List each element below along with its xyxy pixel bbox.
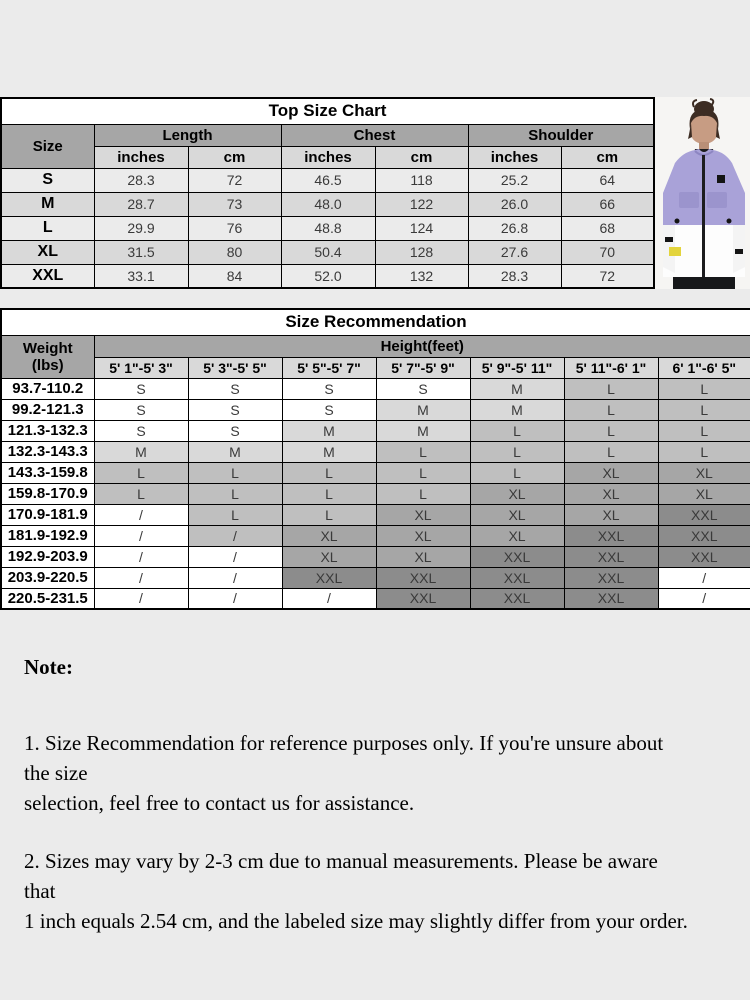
recommended-size-cell: XXL <box>564 546 658 567</box>
measurement-value: 26.8 <box>468 216 561 240</box>
weight-range-label: 143.3-159.8 <box>1 462 94 483</box>
size-label: L <box>1 216 94 240</box>
recommended-size-cell: M <box>470 378 564 399</box>
length-cm-header: cm <box>188 146 281 168</box>
measurement-value: 31.5 <box>94 240 188 264</box>
recommended-size-cell: / <box>94 588 188 609</box>
recommended-size-cell: L <box>658 399 750 420</box>
height-col-header-7: 6' 1"-6' 5" <box>658 357 750 378</box>
height-group-header: Height(feet) <box>94 335 750 357</box>
shoulder-inches-header: inches <box>468 146 561 168</box>
note-line: 1 inch equals 2.54 cm, and the labeled size may slightly differ from your order. <box>24 909 688 933</box>
chest-inches-header: inches <box>281 146 375 168</box>
model-zipper <box>702 155 705 277</box>
shoulder-cm-header: cm <box>561 146 654 168</box>
recommended-size-cell: XXL <box>470 567 564 588</box>
note-line: selection, feel free to contact us for assistance. <box>24 791 415 815</box>
recommended-size-cell: S <box>282 399 376 420</box>
measurement-value: 68 <box>561 216 654 240</box>
recommended-size-cell: M <box>282 441 376 462</box>
measurement-value: 27.6 <box>468 240 561 264</box>
top-size-chart-section <box>0 97 750 289</box>
notes-section <box>24 652 740 964</box>
length-group-header: Length <box>94 124 281 146</box>
model-pants <box>673 277 735 289</box>
weight-label: Weight <box>22 339 73 357</box>
recommended-size-cell: / <box>188 525 282 546</box>
recommended-size-cell: XXL <box>658 525 750 546</box>
recommended-size-cell: XL <box>376 504 470 525</box>
recommended-size-cell: L <box>188 483 282 504</box>
size-chart-row <box>1 192 654 216</box>
recommended-size-cell: M <box>470 399 564 420</box>
size-chart-row <box>1 264 654 288</box>
size-chart-row <box>1 168 654 192</box>
size-rec-row <box>1 483 750 504</box>
recommended-size-cell: XL <box>470 504 564 525</box>
measurement-value: 132 <box>375 264 468 288</box>
recommended-size-cell: L <box>94 483 188 504</box>
model-photo <box>655 97 750 289</box>
measurement-value: 25.2 <box>468 168 561 192</box>
recommended-size-cell: L <box>470 441 564 462</box>
recommended-size-cell: L <box>282 504 376 525</box>
recommended-size-cell: XXL <box>658 546 750 567</box>
measurement-value: 48.8 <box>281 216 375 240</box>
length-inches-header: inches <box>94 146 188 168</box>
recommended-size-cell: L <box>470 462 564 483</box>
recommended-size-cell: XXL <box>376 567 470 588</box>
measurement-value: 122 <box>375 192 468 216</box>
size-rec-row <box>1 441 750 462</box>
weight-range-label: 132.3-143.3 <box>1 441 94 462</box>
measurement-value: 26.0 <box>468 192 561 216</box>
recommended-size-cell: L <box>376 441 470 462</box>
recommended-size-cell: M <box>376 399 470 420</box>
weight-range-label: 170.9-181.9 <box>1 504 94 525</box>
weight-column-header <box>1 335 94 378</box>
note-paragraph <box>24 728 740 818</box>
recommended-size-cell: XL <box>282 546 376 567</box>
measurement-value: 29.9 <box>94 216 188 240</box>
recommended-size-cell: S <box>94 399 188 420</box>
height-col-header-6: 5' 11"-6' 1" <box>564 357 658 378</box>
measurement-value: 33.1 <box>94 264 188 288</box>
recommended-size-cell: L <box>470 420 564 441</box>
recommended-size-cell: / <box>188 588 282 609</box>
size-chart-row <box>1 240 654 264</box>
recommended-size-cell: XXL <box>470 546 564 567</box>
measurement-value: 73 <box>188 192 281 216</box>
recommended-size-cell: / <box>94 567 188 588</box>
recommended-size-cell: / <box>188 567 282 588</box>
size-column-header: Size <box>1 124 94 168</box>
measurement-value: 72 <box>561 264 654 288</box>
size-rec-row <box>1 378 750 399</box>
recommended-size-cell: / <box>94 504 188 525</box>
size-label: XL <box>1 240 94 264</box>
recommended-size-cell: XL <box>376 525 470 546</box>
model-chest-patch <box>717 175 725 183</box>
recommended-size-cell: M <box>188 441 282 462</box>
recommended-size-cell: S <box>282 378 376 399</box>
recommended-size-cell: L <box>188 504 282 525</box>
recommended-size-cell: XL <box>564 504 658 525</box>
size-label: M <box>1 192 94 216</box>
measurement-value: 28.7 <box>94 192 188 216</box>
measurement-value: 28.3 <box>468 264 561 288</box>
measurement-value: 50.4 <box>281 240 375 264</box>
size-rec-row <box>1 525 750 546</box>
recommended-size-cell: XL <box>658 483 750 504</box>
recommended-size-cell: M <box>376 420 470 441</box>
recommended-size-cell: L <box>658 441 750 462</box>
recommended-size-cell: L <box>282 483 376 504</box>
model-yellow-patch <box>669 247 681 256</box>
size-rec-row <box>1 420 750 441</box>
recommended-size-cell: L <box>376 483 470 504</box>
measurement-value: 46.5 <box>281 168 375 192</box>
weight-range-label: 220.5-231.5 <box>1 588 94 609</box>
recommended-size-cell: L <box>282 462 376 483</box>
measurement-value: 128 <box>375 240 468 264</box>
recommended-size-cell: XXL <box>658 504 750 525</box>
recommended-size-cell: XL <box>564 462 658 483</box>
size-rec-row <box>1 588 750 609</box>
recommended-size-cell: XXL <box>376 588 470 609</box>
measurement-value: 70 <box>561 240 654 264</box>
measurement-value: 80 <box>188 240 281 264</box>
recommended-size-cell: / <box>94 525 188 546</box>
recommended-size-cell: XL <box>470 483 564 504</box>
recommended-size-cell: L <box>564 378 658 399</box>
recommended-size-cell: L <box>564 441 658 462</box>
recommended-size-cell: S <box>94 378 188 399</box>
size-rec-row <box>1 399 750 420</box>
weight-range-label: 121.3-132.3 <box>1 420 94 441</box>
measurement-value: 48.0 <box>281 192 375 216</box>
note-line: the size <box>24 761 88 785</box>
measurement-value: 52.0 <box>281 264 375 288</box>
recommended-size-cell: XL <box>564 483 658 504</box>
weight-unit-label: (lbs) <box>31 356 64 374</box>
recommended-size-cell: XXL <box>282 567 376 588</box>
recommended-size-cell: XL <box>376 546 470 567</box>
size-rec-title: Size Recommendation <box>1 309 750 335</box>
recommended-size-cell: M <box>94 441 188 462</box>
recommended-size-cell: XXL <box>564 588 658 609</box>
note-line: 1. Size Recommendation for reference purposes only. If you're unsure about <box>24 731 664 755</box>
size-chart-row <box>1 216 654 240</box>
recommended-size-cell: / <box>282 588 376 609</box>
measurement-value: 84 <box>188 264 281 288</box>
measurement-value: 28.3 <box>94 168 188 192</box>
measurement-value: 124 <box>375 216 468 240</box>
note-line: that <box>24 879 56 903</box>
top-chart-title: Top Size Chart <box>1 98 654 124</box>
measurement-value: 118 <box>375 168 468 192</box>
shoulder-group-header: Shoulder <box>468 124 654 146</box>
note-paragraph <box>24 846 740 936</box>
weight-range-label: 203.9-220.5 <box>1 567 94 588</box>
recommended-size-cell: S <box>188 420 282 441</box>
size-label: XXL <box>1 264 94 288</box>
weight-range-label: 192.9-203.9 <box>1 546 94 567</box>
recommended-size-cell: XL <box>282 525 376 546</box>
weight-range-label: 159.8-170.9 <box>1 483 94 504</box>
recommended-size-cell: XXL <box>564 525 658 546</box>
size-rec-row <box>1 504 750 525</box>
height-col-header-2: 5' 3"-5' 5" <box>188 357 282 378</box>
recommended-size-cell: L <box>188 462 282 483</box>
recommended-size-cell: / <box>188 546 282 567</box>
height-col-header-1: 5' 1"-5' 3" <box>94 357 188 378</box>
recommended-size-cell: S <box>188 399 282 420</box>
recommended-size-cell: S <box>188 378 282 399</box>
recommended-size-cell: XL <box>658 462 750 483</box>
recommended-size-cell: S <box>94 420 188 441</box>
weight-range-label: 99.2-121.3 <box>1 399 94 420</box>
size-rec-row <box>1 546 750 567</box>
recommended-size-cell: L <box>376 462 470 483</box>
recommended-size-cell: / <box>94 546 188 567</box>
chest-cm-header: cm <box>375 146 468 168</box>
recommended-size-cell: L <box>94 462 188 483</box>
recommended-size-cell: L <box>564 399 658 420</box>
recommended-size-cell: XL <box>470 525 564 546</box>
measurement-value: 72 <box>188 168 281 192</box>
recommended-size-cell: L <box>658 420 750 441</box>
size-label: S <box>1 168 94 192</box>
measurement-value: 64 <box>561 168 654 192</box>
chest-group-header: Chest <box>281 124 468 146</box>
top-size-chart-table <box>0 97 655 289</box>
note-heading: Note: <box>24 655 73 679</box>
recommended-size-cell: XXL <box>564 567 658 588</box>
measurement-value: 76 <box>188 216 281 240</box>
recommended-size-cell: L <box>564 420 658 441</box>
size-rec-row <box>1 462 750 483</box>
note-line: 2. Sizes may vary by 2-3 cm due to manual measurements. Please be aware <box>24 849 658 873</box>
height-col-header-5: 5' 9"-5' 11" <box>470 357 564 378</box>
height-col-header-4: 5' 7"-5' 9" <box>376 357 470 378</box>
weight-range-label: 181.9-192.9 <box>1 525 94 546</box>
recommended-size-cell: S <box>376 378 470 399</box>
recommended-size-cell: XXL <box>470 588 564 609</box>
recommended-size-cell: / <box>658 567 750 588</box>
weight-range-label: 93.7-110.2 <box>1 378 94 399</box>
recommended-size-cell: L <box>658 378 750 399</box>
measurement-value: 66 <box>561 192 654 216</box>
note-paragraphs <box>24 728 740 936</box>
recommended-size-cell: / <box>658 588 750 609</box>
size-rec-row <box>1 567 750 588</box>
recommended-size-cell: M <box>282 420 376 441</box>
size-recommendation-table <box>0 308 750 610</box>
height-col-header-3: 5' 5"-5' 7" <box>282 357 376 378</box>
